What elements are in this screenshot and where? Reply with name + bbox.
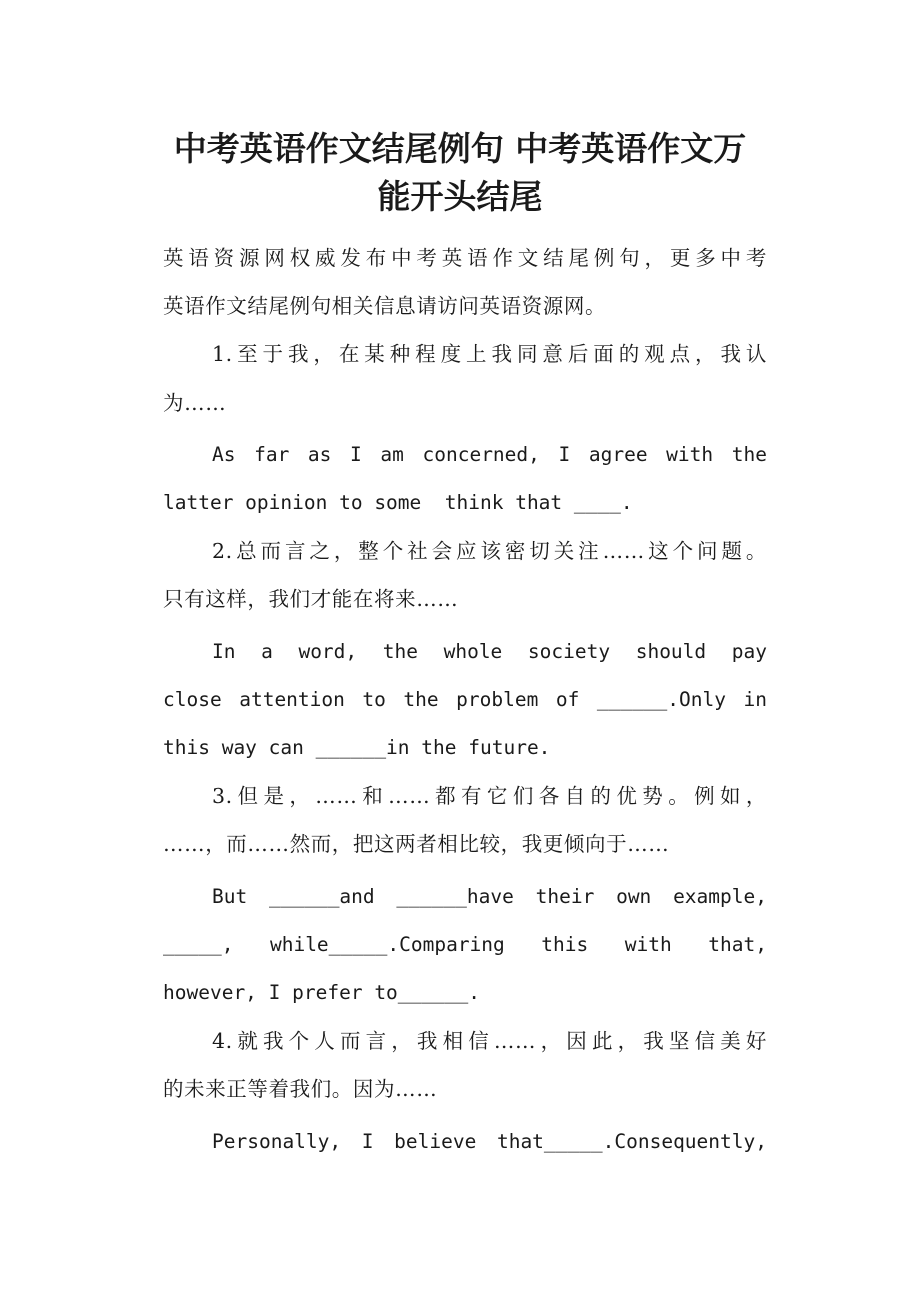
page-title [150, 125, 770, 221]
item-1-cn-line-1: 1.至于我，在某种程度上我同意后面的观点，我认 [212, 342, 767, 367]
item-4-english [163, 1118, 767, 1166]
item-3-en-line-2: _____, while_____.Comparing this with that, [163, 932, 767, 956]
item-2-cn-line-2: 只有这样，我们才能在将来…… [163, 587, 459, 612]
item-3-english [163, 873, 767, 1018]
item-3-cn-line-1: 3.但是，……和……都有它们各自的优势。例如， [212, 784, 767, 809]
item-3-en-line-3: however, I prefer to______. [163, 981, 480, 1005]
intro-line-1: 英语资源网权威发布中考英语作文结尾例句，更多中考 [163, 246, 767, 270]
item-4-en-line-1: Personally, I believe that_____.Consequently, [212, 1129, 767, 1153]
item-1-english [163, 431, 767, 527]
title-line-1: 中考英语作文结尾例句 中考英语作文万 [173, 129, 747, 168]
item-4-cn-line-2: 的未来正等着我们。因为…… [163, 1077, 438, 1102]
item-3-chinese [163, 772, 767, 868]
title-line-2: 能开头结尾 [377, 177, 543, 216]
item-2-en-line-2: close attention to the problem of ______.Only in [163, 687, 767, 711]
item-1-en-line-1: As far as I am concerned, I agree with the [212, 442, 767, 466]
item-2-en-line-3: this way can ______in the future. [163, 736, 551, 760]
item-2-english [163, 628, 767, 773]
item-2-cn-line-1: 2.总而言之，整个社会应该密切关注……这个问题。 [212, 539, 767, 564]
item-4-cn-line-1: 4.就我个人而言，我相信……，因此，我坚信美好 [212, 1029, 767, 1054]
item-2-chinese [163, 527, 767, 623]
item-1-cn-line-2: 为…… [163, 390, 227, 415]
item-2-en-line-1: In a word, the whole society should pay [212, 639, 767, 663]
item-1-chinese [163, 330, 767, 426]
intro-line-2: 英语作文结尾例句相关信息请访问英语资源网。 [163, 294, 607, 319]
item-3-cn-line-2: ……，而……然而，把这两者相比较，我更倾向于…… [163, 832, 670, 857]
document-body [163, 234, 767, 1166]
intro-paragraph [163, 234, 767, 330]
item-3-en-line-1: But ______and ______have their own example, [212, 884, 767, 908]
item-4-chinese [163, 1017, 767, 1113]
item-1-en-line-2: latter opinion to some think that ____. [163, 491, 633, 515]
